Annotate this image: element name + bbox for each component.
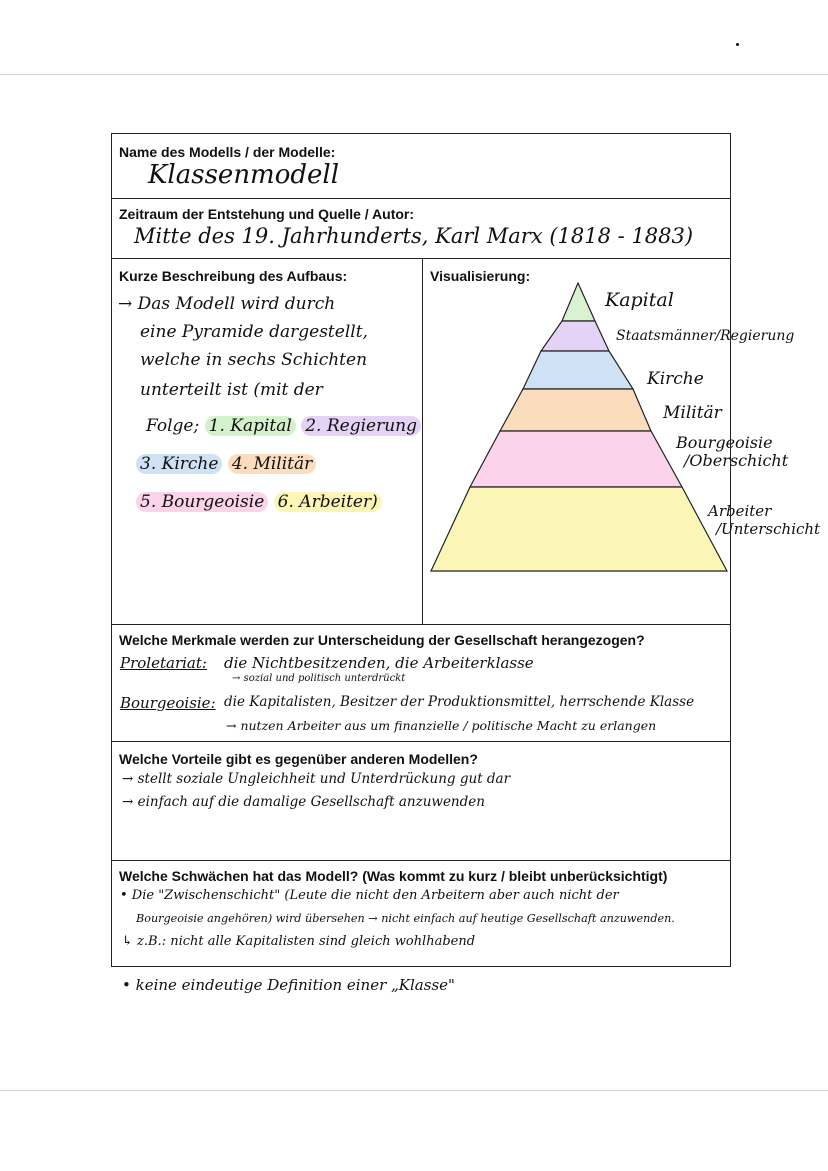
description-line: welche in sechs Schichten (140, 350, 368, 370)
label-schwaechen: Welche Schwächen hat das Modell? (Was kommt zu kurz / bleibt unberücksichtigt) (119, 868, 668, 884)
pyramid-label-arbeiter (706, 502, 821, 538)
pyramid-layer-bourgeoisie (470, 431, 682, 487)
divider (112, 624, 730, 625)
pyramid-label-kirche: Kirche (647, 369, 704, 389)
advantage-item: → stellt soziale Ungleichheit und Unterdrückung gut dar (122, 771, 511, 787)
layer-tag-militaer: 4. Militär (228, 454, 316, 474)
description-line: eine Pyramide dargestellt, (140, 322, 368, 342)
bourgeoisie-note: → nutzen Arbeiter aus um finanzielle / politische Macht zu erlangen (226, 718, 657, 733)
pyramid-layer-regierung (541, 321, 609, 351)
label-visualisierung: Visualisierung: (430, 268, 531, 284)
layer-tag-bourgeoisie: 5. Bourgeoisie (136, 492, 268, 512)
advantage-item: → einfach auf die damalige Gesellschaft anzuwenden (122, 794, 485, 810)
answer-name: Klassenmodell (148, 160, 340, 190)
proletariat-note: → sozial und politisch unterdrückt (232, 673, 406, 684)
label-zeitraum: Zeitraum der Entstehung und Quelle / Autor: (119, 206, 415, 222)
term-bourgeoisie: Bourgeoisie: (120, 694, 216, 712)
layer-tag-kirche: 3. Kirche (136, 454, 222, 474)
pyramid-layer-kirche (523, 351, 633, 389)
proletariat-definition: die Nichtbesitzenden, die Arbeiterklasse (224, 654, 534, 672)
weakness-line: ↳ z.B.: nicht alle Kapitalisten sind gleich wohlhabend (122, 934, 476, 949)
pyramid-label-bourgeoisie-text-part2: /Oberschicht (684, 451, 789, 470)
divider (112, 741, 730, 742)
pyramid-label-regierung: Staatsmänner/Regierung (616, 328, 795, 344)
label-beschreibung: Kurze Beschreibung des Aufbaus: (119, 268, 348, 284)
description-line: unterteilt ist (mit der (140, 380, 323, 400)
pyramid-layer-kapital (562, 283, 595, 321)
weakness-line: • Die "Zwischenschicht" (Leute die nicht den Arbeitern aber auch nicht der (120, 888, 619, 903)
extra-weakness: • keine eindeutige Definition einer „Klasse" (122, 976, 455, 994)
pyramid-label-militaer: Militär (663, 403, 722, 423)
weakness-line: Bourgeoisie angehören) wird übersehen → nicht einfach auf heutige Gesellschaft anzuwenden. (136, 912, 675, 925)
term-proletariat: Proletariat: (120, 654, 207, 672)
pyramid-label-bourgeoisie (675, 433, 789, 470)
label-merkmale: Welche Merkmale werden zur Unterscheidung der Gesellschaft herangezogen? (119, 632, 645, 648)
label-vorteile: Welche Vorteile gibt es gegenüber anderen Modellen? (119, 751, 478, 767)
bourgeoisie-definition: die Kapitalisten, Besitzer der Produktionsmittel, herrschende Klasse (224, 694, 695, 710)
page-bottom-rule (0, 1090, 828, 1091)
description-line: → Das Modell wird durch (118, 294, 336, 314)
description-line: Folge; (146, 416, 200, 436)
divider (112, 860, 730, 861)
layer-tag-regierung: 2. Regierung (301, 416, 421, 436)
pyramid-label-arbeiter-text-part2: /Unterschicht (716, 520, 821, 538)
answer-zeitraum: Mitte des 19. Jahrhunderts, Karl Marx (1818 - 1883) (134, 224, 694, 248)
pyramid-layer-militaer (500, 389, 651, 431)
label-name: Name des Modells / der Modelle: (119, 144, 336, 160)
pyramid-label-kapital: Kapital (605, 289, 674, 311)
pyramid-layer-arbeiter (431, 487, 727, 571)
layer-tag-kapital: 1. Kapital (205, 416, 296, 436)
pyramid-layers (431, 283, 727, 571)
pyramid-label-arbeiter-text: Arbeiter (708, 502, 772, 520)
pyramid-label-bourgeoisie-text: Bourgeoisie (676, 433, 773, 452)
layer-tag-arbeiter: 6. Arbeiter) (274, 492, 382, 512)
